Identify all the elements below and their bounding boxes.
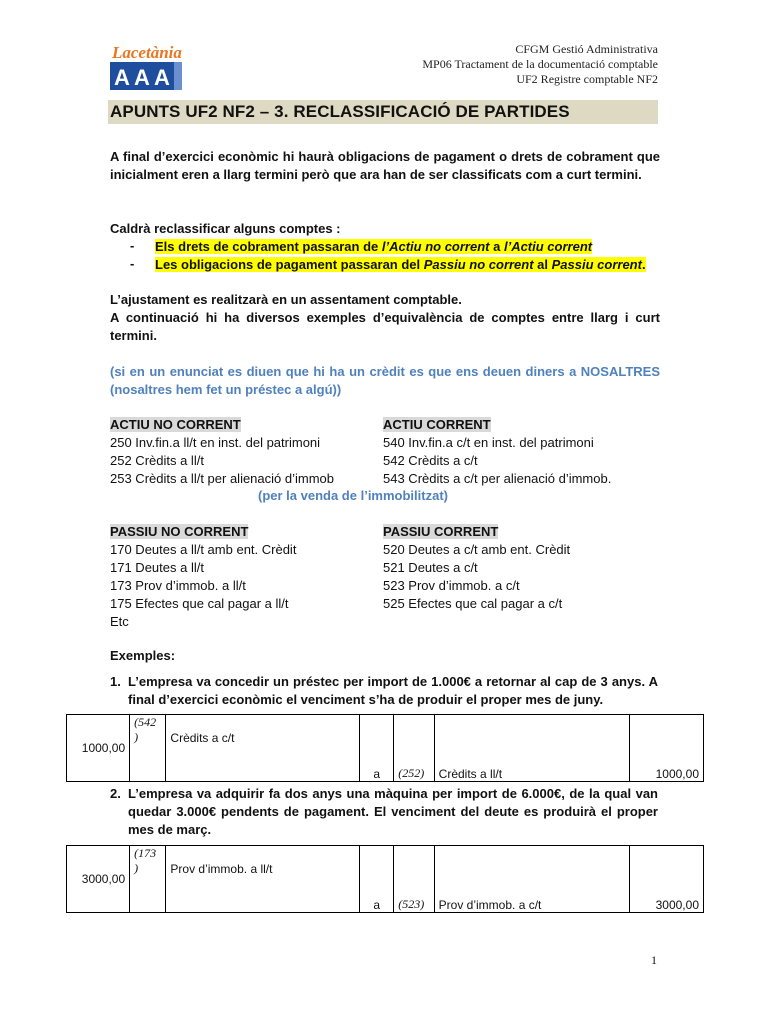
credit-amount: 1000,00 xyxy=(630,715,704,782)
page-title: APUNTS UF2 NF2 – 3. RECLASSIFICACIÓ DE PARTIDES xyxy=(110,102,570,121)
intro-paragraph: A final d’exercici econòmic hi haurà obligacions de pagament o drets de cobrament que inicialment eren a llarg termini però que ara han de ser classificats com a curt termini. xyxy=(110,149,660,182)
debit-account-ref: (173 ) xyxy=(130,846,166,913)
bullet-dash-1: - xyxy=(130,238,135,253)
credit-note: (si en un enunciat es diuen que hi ha un crèdit es que ens deuen diners a NOSALTRES (nosaltres hem fet un préstec a algú)) xyxy=(110,364,660,397)
debit-amount: 3000,00 xyxy=(67,846,130,913)
journal-entry-2 xyxy=(66,845,704,913)
actiu-nc-row: 250 Inv.fin.a ll/t en inst. del patrimoni xyxy=(110,435,321,450)
passiu-nc-row: 175 Efectes que cal pagar a ll/t xyxy=(110,596,289,611)
debit-amount: 1000,00 xyxy=(67,715,130,782)
passiu-nc-row: Etc xyxy=(110,614,129,629)
journal-entry-1 xyxy=(66,714,704,782)
passiu-nc-row: 171 Deutes a ll/t xyxy=(110,560,204,575)
bullet-dash-2: - xyxy=(130,256,135,271)
venda-note: (per la venda de l’immobilitzat) xyxy=(258,488,448,503)
logo-tile-1: A xyxy=(114,65,130,90)
example-1-number: 1. xyxy=(110,674,121,689)
passiu-c-row: 521 Deutes a c/t xyxy=(383,560,478,575)
examples-intro: A continuació hi ha diversos exemples d’equivalència de comptes entre llarg i curt termini. xyxy=(110,310,660,343)
actiu-nc-row: 252 Crèdits a ll/t xyxy=(110,453,204,468)
passiu-c-row: 525 Efectes que cal pagar a c/t xyxy=(383,596,563,611)
header-course: CFGM Gestió Administrativa xyxy=(515,42,658,56)
debit-account-ref: (542 ) xyxy=(130,715,166,782)
logo-tile-3: A xyxy=(154,65,170,90)
bullet-1: Els drets de cobrament passaran de l’Actiu no corrent a l’Actiu corrent xyxy=(155,239,593,254)
title-bar xyxy=(108,100,658,124)
passiu-c-row: 523 Prov d’immob. a c/t xyxy=(383,578,520,593)
entry-a: a xyxy=(360,715,394,782)
passiu-corrent-heading: PASSIU CORRENT xyxy=(383,524,499,539)
credit-amount: 3000,00 xyxy=(630,846,704,913)
page-number: 1 xyxy=(651,953,657,967)
credit-account-name: Prov d’immob. a c/t xyxy=(434,846,630,913)
passiu-no-corrent-heading: PASSIU NO CORRENT xyxy=(110,524,249,539)
example-2-number: 2. xyxy=(110,786,121,801)
actiu-no-corrent-heading: ACTIU NO CORRENT xyxy=(110,417,241,432)
actiu-nc-row: 253 Crèdits a ll/t per alienació d’immob xyxy=(110,471,334,486)
credit-account-ref: (252) xyxy=(394,715,434,782)
examples-label: Exemples: xyxy=(110,648,176,663)
actiu-c-row: 543 Crèdits a c/t per alienació d’immob. xyxy=(383,471,612,486)
actiu-corrent-heading: ACTIU CORRENT xyxy=(383,417,491,432)
actiu-c-row: 540 Inv.fin.a c/t en inst. del patrimoni xyxy=(383,435,594,450)
logo-text: Lacetània xyxy=(112,43,182,62)
example-2-text: L’empresa va adquirir fa dos anys una màquina per import de 6.000€, de la qual van quedar 3.000€ pendents de pagament. El venciment del deute es produirà el proper mes de març. xyxy=(128,786,658,837)
passiu-nc-row: 170 Deutes a ll/t amb ent. Crèdit xyxy=(110,542,297,557)
debit-account-name: Crèdits a c/t xyxy=(166,715,360,782)
credit-account-ref: (523) xyxy=(394,846,434,913)
adjust-line: L’ajustament es realitzarà en un assentament comptable. xyxy=(110,292,462,307)
header-unit: UF2 Registre comptable NF2 xyxy=(516,72,658,86)
example-1-text: L’empresa va concedir un préstec per import de 1.000€ a retornar al cap de 3 anys. A final d’exercici econòmic el venciment s’ha de produir el proper mes de juny. xyxy=(128,674,658,707)
bullet-2: Les obligacions de pagament passaran del Passiu no corrent al Passiu corrent. xyxy=(155,257,646,272)
document-header xyxy=(422,42,658,87)
debit-account-name: Prov d’immob. a ll/t xyxy=(166,846,360,913)
entry-a: a xyxy=(360,846,394,913)
passiu-nc-row: 173 Prov d’immob. a ll/t xyxy=(110,578,246,593)
credit-account-name: Crèdits a ll/t xyxy=(434,715,630,782)
header-module: MP06 Tractament de la documentació comptable xyxy=(422,57,658,71)
reclassify-intro: Caldrà reclassificar alguns comptes : xyxy=(110,221,341,236)
actiu-c-row: 542 Crèdits a c/t xyxy=(383,453,478,468)
logo-tile-2: A xyxy=(134,65,150,90)
school-logo xyxy=(108,40,184,92)
passiu-c-row: 520 Deutes a c/t amb ent. Crèdit xyxy=(383,542,571,557)
